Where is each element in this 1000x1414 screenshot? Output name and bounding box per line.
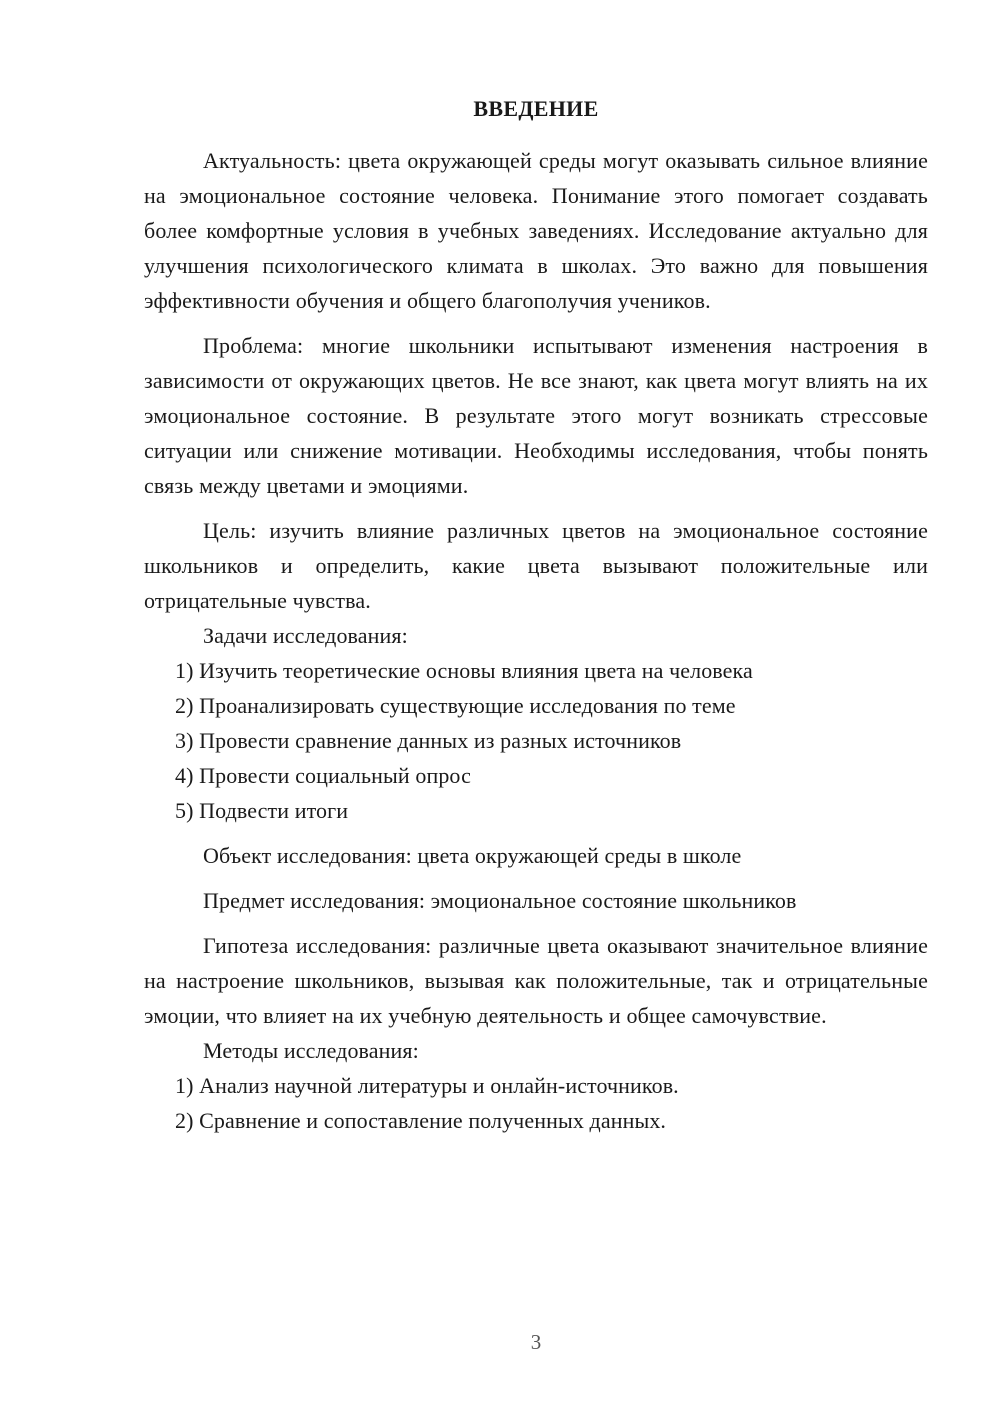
hypothesis-paragraph: Гипотеза исследования: различные цвета оказывают значительное влияние на настроение школьников, вызывая как положительные, так и отрицательные эмоции, что влияет на их учебную деятельность и общее самочувствие. xyxy=(144,933,928,1028)
research-object: Объект исследования: цвета окружающей среды в школе xyxy=(203,843,742,868)
goal-paragraph: Цель: изучить влияние различных цветов на эмоциональное состояние школьников и определить, какие цвета вызывают положительные или отрицательные чувства. xyxy=(144,518,928,613)
methods-label: Методы исследования: xyxy=(203,1038,419,1063)
tasks-list xyxy=(144,653,928,828)
page-number: 3 xyxy=(530,1330,542,1354)
page-body xyxy=(144,143,928,1138)
method-item: 2) Сравнение и сопоставление полученных данных. xyxy=(175,1108,667,1133)
problem-paragraph: Проблема: многие школьники испытывают изменения настроения в зависимости от окружающих цветов. Не все знают, как цвета могут влиять на их эмоциональное состояние. В результате этого могут возникать стрессовые ситуации или снижение мотивации. Необходимы исследования, чтобы понять связь между цветами и эмоциями. xyxy=(144,333,928,498)
tasks-label: Задачи исследования: xyxy=(203,623,408,648)
task-item: 2) Проанализировать существующие исследования по теме xyxy=(175,693,736,718)
task-item: 3) Провести сравнение данных из разных источников xyxy=(175,728,682,753)
task-item: 4) Провести социальный опрос xyxy=(175,763,471,788)
methods-list xyxy=(144,1068,928,1138)
section-heading: ВВЕДЕНИЕ xyxy=(473,96,599,121)
research-subject: Предмет исследования: эмоциональное состояние школьников xyxy=(203,888,797,913)
relevance-paragraph: Актуальность: цвета окружающей среды могут оказывать сильное влияние на эмоциональное состояние человека. Понимание этого помогает создавать более комфортные условия в учебных заведениях. Исследование актуально для улучшения психологического климата в школах. Это важно для повышения эффективности обучения и общего благополучия учеников. xyxy=(144,148,928,313)
task-item: 1) Изучить теоретические основы влияния цвета на человека xyxy=(175,658,753,683)
method-item: 1) Анализ научной литературы и онлайн-источников. xyxy=(175,1073,679,1098)
task-item: 5) Подвести итоги xyxy=(175,798,349,823)
